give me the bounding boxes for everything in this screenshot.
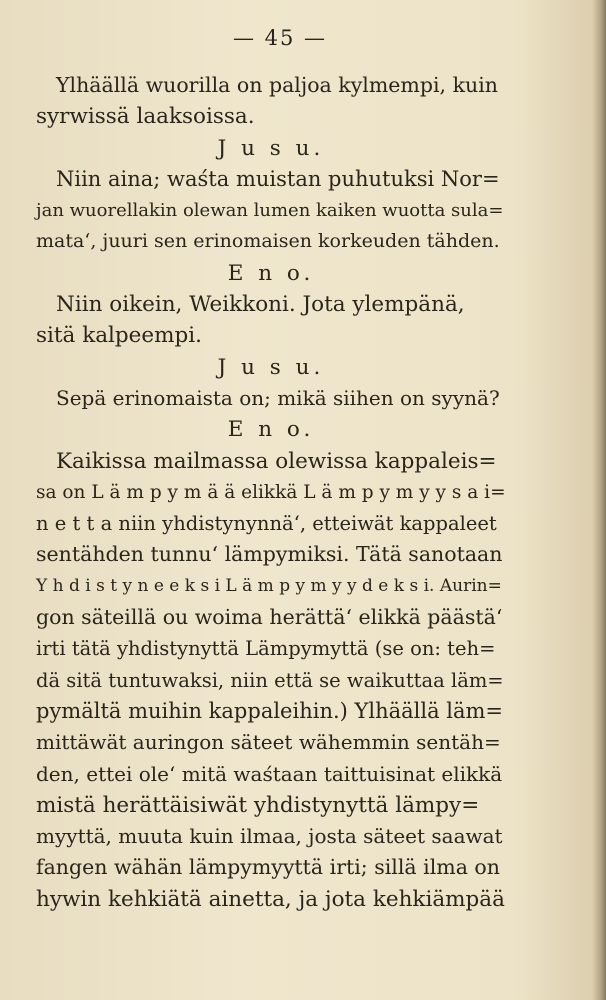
text-line: myyttä, muuta kuin ilmaa, josta säteet saawat [36,824,503,849]
text-line: irti tätä yhdistynyttä Lämpymyttä (se on: teh= [36,637,496,661]
speaker-heading: J u s u. [217,354,325,380]
text-line: sa on L ä m p y m ä ä elikkä L ä m p y m y y s a i= [36,481,506,503]
text-line: Niin aina; waśta muistan puhutuksi Nor= [56,166,500,191]
text-line: syrwissä laaksoissa. [36,104,255,130]
text-line: Kaikissa mailmassa olewissa kappaleis= [56,448,497,474]
page-number: — 45 — [232,26,328,50]
text-line: dä sitä tuntuwaksi, niin että se waikuttaa läm= [36,668,504,692]
speaker-heading: E n o. [227,260,315,286]
body-text [36,70,506,915]
text-line: mittäwät auringon säteet wähemmin sentäh= [36,730,501,755]
text-line: mata‘, juuri sen erinomaisen korkeuden tähden. [36,230,500,253]
text-line: gon säteillä ou woima herättä‘ elikkä päästä‘ [36,605,503,630]
text-line: sentähden tunnu‘ lämpymiksi. Tätä sanotaan [36,542,503,567]
text-line: Sepä erinomaista on; mikä siihen on syynä? [56,385,500,410]
text-line: fangen wähän lämpymyyttä irti; sillä ilma on [36,855,500,880]
text-line: sitä kalpeempi. [36,323,202,349]
text-line: den, ettei ole‘ mitä waśtaan taittuisinat elikkä [36,761,503,786]
text-line: hywin kehkiätä ainetta, ja jota kehkiämpää [36,886,505,912]
text-line: Niin oikein, Weikkoni. Jota ylempänä, [56,292,465,318]
speaker-heading: J u s u. [217,135,325,161]
speaker-heading: E n o. [227,417,315,443]
page-spine-shadow [592,0,606,1000]
text-line: Ylhäällä wuorilla on paljoa kylmempi, kuin [56,73,498,97]
text-line: Y h d i s t y n e e k s i L ä m p y m y y d e k s i. Aurin= [36,575,502,596]
text-line: jan wuorellakin olewan lumen kaiken wuotta sula= [36,200,504,222]
text-line: pymältä muihin kappaleihin.) Ylhäällä läm= [36,698,504,723]
text-line: mistä herättäisiwät yhdistynyttä lämpy= [36,792,480,818]
text-line: n e t t a niin yhdistynynnä‘, etteiwät kappaleet [36,512,497,536]
